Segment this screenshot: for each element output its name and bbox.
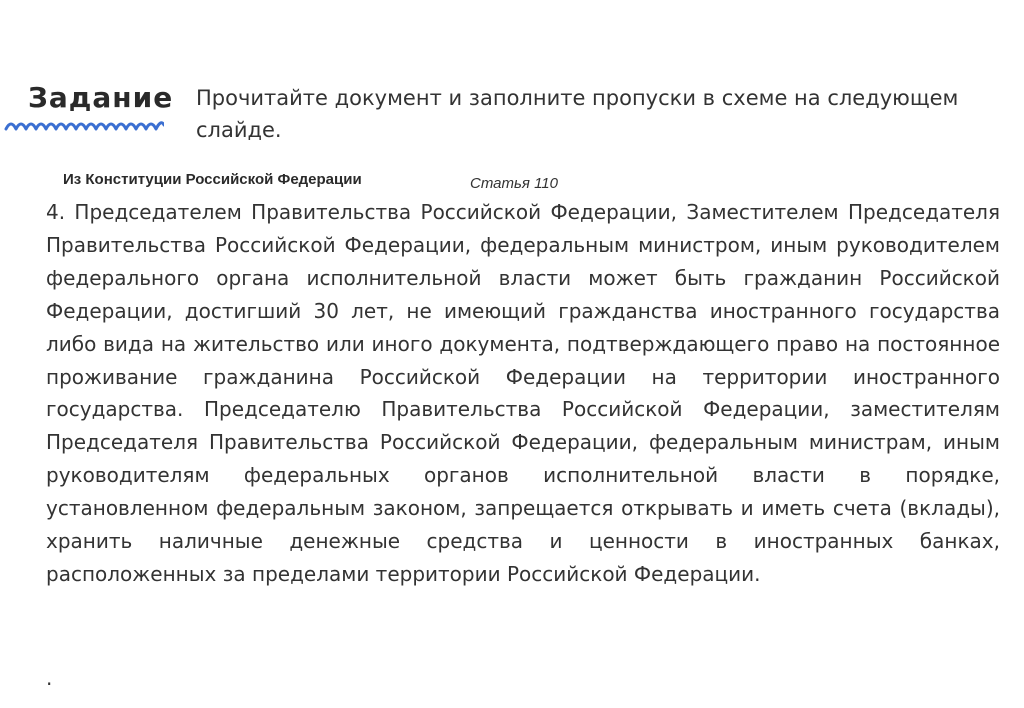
constitution-paragraph: 4. Председателем Правительства Российской Федерации, Заместителем Председателя Правительства Российской Федерации, федеральным министром, иным руководителем федерального органа исполнительной власти может быть гражданин Российской Федерации, достигший 30 лет, не имеющий гражданства иностранного государства либо вида на жительство или иного документа, подтверждающего право на постоянное проживание гражданина Российской Федерации на территории иностранного государства. Председателю Правительства Российской Федерации, заместителям Председателя Правительства Российской Федерации, федеральным министрам, иным руководителям федеральных органов исполнительной власти в порядке, установленном федеральным законом, запрещается открывать и иметь счета (вклады), хранить наличные денежные средства и ценности в иностранных банках, расположенных за пределами территории Российской Федерации. (46, 200, 1000, 586)
document-source: Из Конституции Российской Федерации (63, 171, 362, 188)
task-title: Задание (28, 81, 174, 114)
trailing-mark: . (46, 666, 53, 690)
task-instruction: Прочитайте документ и заполните пропуски в схеме на следующем слайде. (196, 86, 959, 142)
article-number: Статья 110 (470, 175, 558, 192)
wavy-underline-icon (4, 115, 164, 135)
